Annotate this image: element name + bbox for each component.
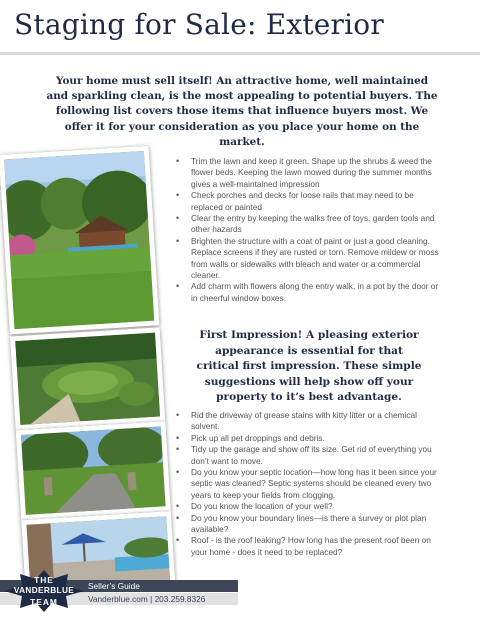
list-item: • Rid the driveway of grease stains with kitty litter or a chemical solvent. (176, 410, 446, 433)
logo-line-the: THE (34, 575, 54, 585)
footer-contact[interactable]: Vanderblue.com | 203.259.8326 (88, 594, 206, 604)
list-item: • Tidy up the garage and show off its size. Get rid of everything you don’t want to move. (176, 444, 446, 467)
property-checklist (176, 410, 446, 558)
list-item: • Do you know your boundary lines—is there a survey or plot plan available? (176, 513, 446, 536)
exterior-tips-list (176, 156, 446, 304)
list-item: • Trim the lawn and keep it green. Shape up the shrubs & weed the flower beds. Keeping the lawn mowed during the summer months gives a well-maintained impression (176, 156, 446, 190)
list-item: • Add charm with flowers along the entry walk, in a pot by the door or in cheerful window boxes. (176, 281, 446, 304)
logo-line-vanderblue: VANDERBLUE (13, 586, 75, 595)
list-item: • Clear the entry by keeping the walks free of toys, garden tools and other hazards (176, 213, 446, 236)
first-impression-heading: First Impression! A pleasing exterior appearance is essential for that critical first impression. These simple suggestions will help show off your property to it’s best advantage. (196, 329, 422, 403)
list-item: • Brighten the structure with a coat of paint or just a good cleaning. Replace screens if they are rusted or torn. Remove mildew or moss from walls or sidewalks with bleach and water or a commercial cleaner. (176, 236, 446, 282)
photo-garden-hedges (10, 327, 165, 430)
list-item: • Pick up all pet droppings and debris. (176, 433, 446, 444)
photo-house-lawn (0, 146, 160, 335)
intro-paragraph: Your home must sell itself! An attractive home, well maintained and sparkling clean, is the most appealing to potential buyers. The following list covers those items that influence buyers most. We offer it for your consideration as you place your home on the market. (46, 75, 438, 148)
list-item: • Roof - is the roof leaking? How long has the present roof been on your home - does it need to be replaced? (176, 535, 446, 558)
footer-guide-label: Seller’s Guide (88, 581, 140, 591)
photo-strip (0, 146, 177, 591)
vanderblue-logo (4, 570, 84, 612)
logo-line-team: TEAM (30, 597, 58, 607)
photo-driveway-entrance (16, 421, 171, 520)
list-item: • Do you know the location of your well? (176, 501, 446, 512)
title-divider (0, 52, 480, 55)
list-item: • Check porches and decks for loose rails that may need to be replaced or painted (176, 190, 446, 213)
list-item: • Do you know your septic location—how long has it been since your septic was cleaned? Septic systems should be cleaned every two years to keep your fields from clogging. (176, 467, 446, 501)
page-title: Staging for Sale: Exterior (14, 8, 384, 41)
